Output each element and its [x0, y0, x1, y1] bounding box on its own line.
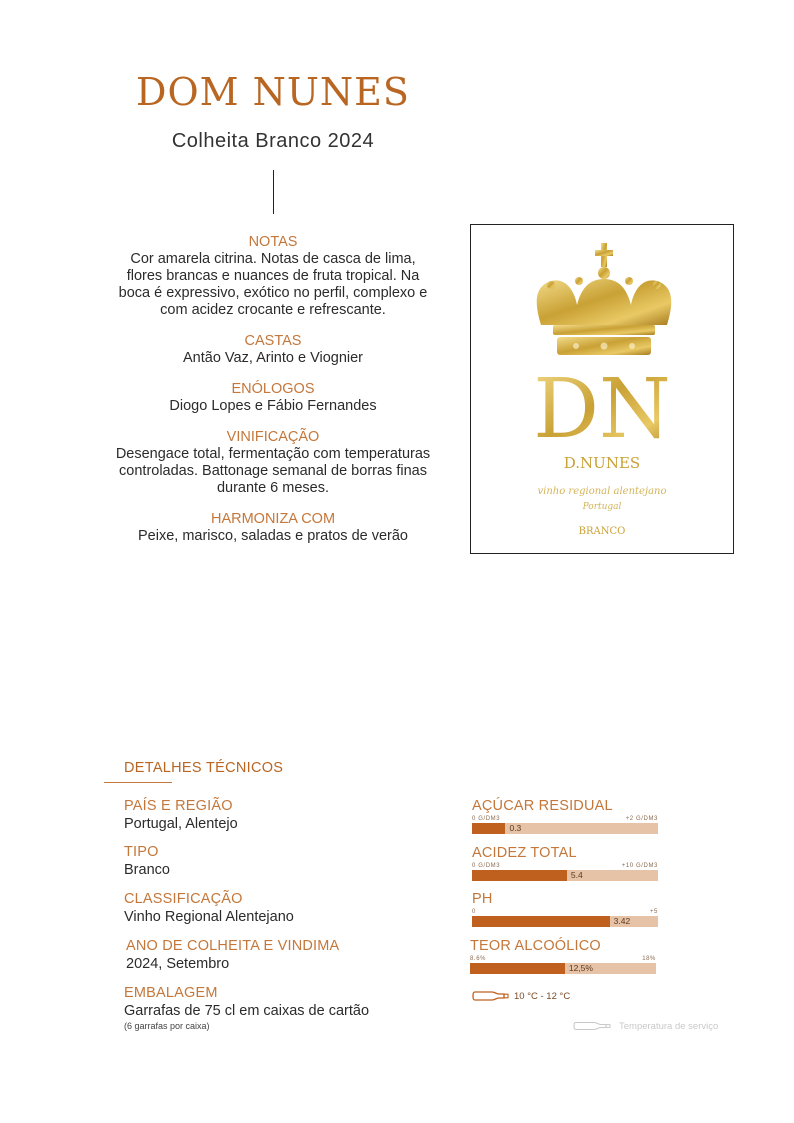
label-country: Portugal [582, 502, 622, 512]
grapes-title: CASTAS [244, 333, 302, 349]
pairing-title: HARMONIZA COM [210, 511, 336, 527]
vinification-text: Desengace total, fermentação com temperaturas controladas. Battonage semanal de borras finas durante 6 meses. [115, 446, 431, 496]
bottle-outline-icon [573, 1020, 613, 1032]
label-monogram: DN [533, 362, 671, 457]
detail-value: 2024, Setembro [126, 956, 230, 972]
detail-key: ANO DE COLHEITA E VINDIMA [126, 938, 340, 954]
metric-key: PH [472, 891, 493, 907]
range-min: 0 G/DM3 [472, 863, 501, 869]
notes-text: Cor amarela citrina. Notas de casca de lima, flores brancas e nuances de fruta tropical. Na boca é expressivo, exótico no perfil, complexo e com acidez crocante e refrescante. [118, 251, 428, 318]
metric-fill [472, 823, 505, 834]
metric-range [472, 862, 658, 870]
detail-value: Vinho Regional Alentejano [124, 909, 294, 925]
serving-legend-text: Temperatura de serviço [619, 1020, 719, 1032]
metric-total-acidity [472, 844, 658, 881]
pairing-text: Peixe, marisco, saladas e pratos de verão [138, 528, 408, 544]
metric-fill [472, 870, 567, 881]
winemakers-block [112, 381, 434, 415]
detail-vintage [126, 937, 339, 973]
metric-value: 12,5% [568, 963, 593, 973]
grapes-block [112, 333, 434, 367]
range-max: +2 G/DM3 [625, 816, 658, 822]
divider-line [273, 170, 274, 214]
serving-legend [573, 1020, 718, 1032]
tasting-notes [112, 234, 434, 559]
metric-range [472, 908, 658, 916]
detail-region [124, 797, 238, 833]
metric-bar [470, 963, 656, 974]
metric-residual-sugar [472, 797, 658, 834]
metric-bar [472, 916, 658, 927]
detail-value: Branco [124, 862, 170, 878]
metric-key: TEOR ALCOÓLICO [470, 938, 601, 954]
detail-note: (6 garrafas por caixa) [124, 1021, 210, 1031]
label-type: BRANCO [578, 526, 626, 537]
range-max: 18% [642, 956, 656, 962]
pairing-block [112, 511, 434, 545]
metric-range [470, 955, 656, 963]
range-min: 8.6% [470, 956, 487, 962]
notes-block [112, 234, 434, 319]
wine-label-art [471, 225, 733, 553]
detail-key: PAÍS E REGIÃO [124, 798, 233, 814]
notes-title: NOTAS [248, 234, 298, 250]
range-min: 0 G/DM3 [472, 816, 501, 822]
wine-subtitle: Colheita Branco 2024 [171, 130, 375, 152]
vinification-title: VINIFICAÇÃO [226, 429, 320, 445]
range-max: +5 [649, 909, 658, 915]
serving-temperature [472, 989, 570, 1003]
metric-ph [472, 890, 658, 927]
crown-icon [537, 243, 672, 355]
detail-classification [124, 890, 294, 926]
range-min: 0 [472, 909, 476, 915]
wine-label-image [470, 224, 734, 554]
grapes-text: Antão Vaz, Arinto e Viognier [182, 350, 364, 366]
technical-title: DETALHES TÉCNICOS [124, 760, 284, 776]
detail-packaging [124, 984, 369, 1032]
label-region: vinho regional alentejano [537, 486, 667, 497]
detail-key: TIPO [124, 844, 159, 860]
metric-value: 3.42 [613, 916, 631, 926]
metric-key: ACIDEZ TOTAL [472, 845, 577, 861]
metric-bar [472, 823, 658, 834]
metric-value: 0.3 [509, 823, 522, 833]
brand-title: DOM NUNES [136, 70, 410, 114]
winemakers-title: ENÓLOGOS [231, 381, 315, 397]
detail-value: Portugal, Alentejo [124, 816, 238, 832]
metric-alcohol [470, 937, 656, 974]
bottle-icon [472, 989, 510, 1003]
winemakers-text: Diogo Lopes e Fábio Fernandes [169, 398, 377, 414]
serving-temperature-value: 10 °C - 12 °C [514, 990, 571, 1002]
metric-fill [470, 963, 565, 974]
technical-underline [104, 782, 172, 783]
detail-value: Garrafas de 75 cl em caixas de cartão [124, 1003, 370, 1019]
detail-key: EMBALAGEM [124, 985, 218, 1001]
range-max: +10 G/DM3 [621, 863, 658, 869]
metric-key: AÇÚCAR RESIDUAL [472, 798, 613, 814]
metric-value: 5.4 [570, 870, 583, 880]
metric-range [472, 815, 658, 823]
detail-key: CLASSIFICAÇÃO [124, 891, 243, 907]
vinification-block [112, 429, 434, 497]
label-brand: D.NUNES [563, 454, 641, 472]
metric-fill [472, 916, 610, 927]
detail-type [124, 843, 170, 879]
metric-bar [472, 870, 658, 881]
